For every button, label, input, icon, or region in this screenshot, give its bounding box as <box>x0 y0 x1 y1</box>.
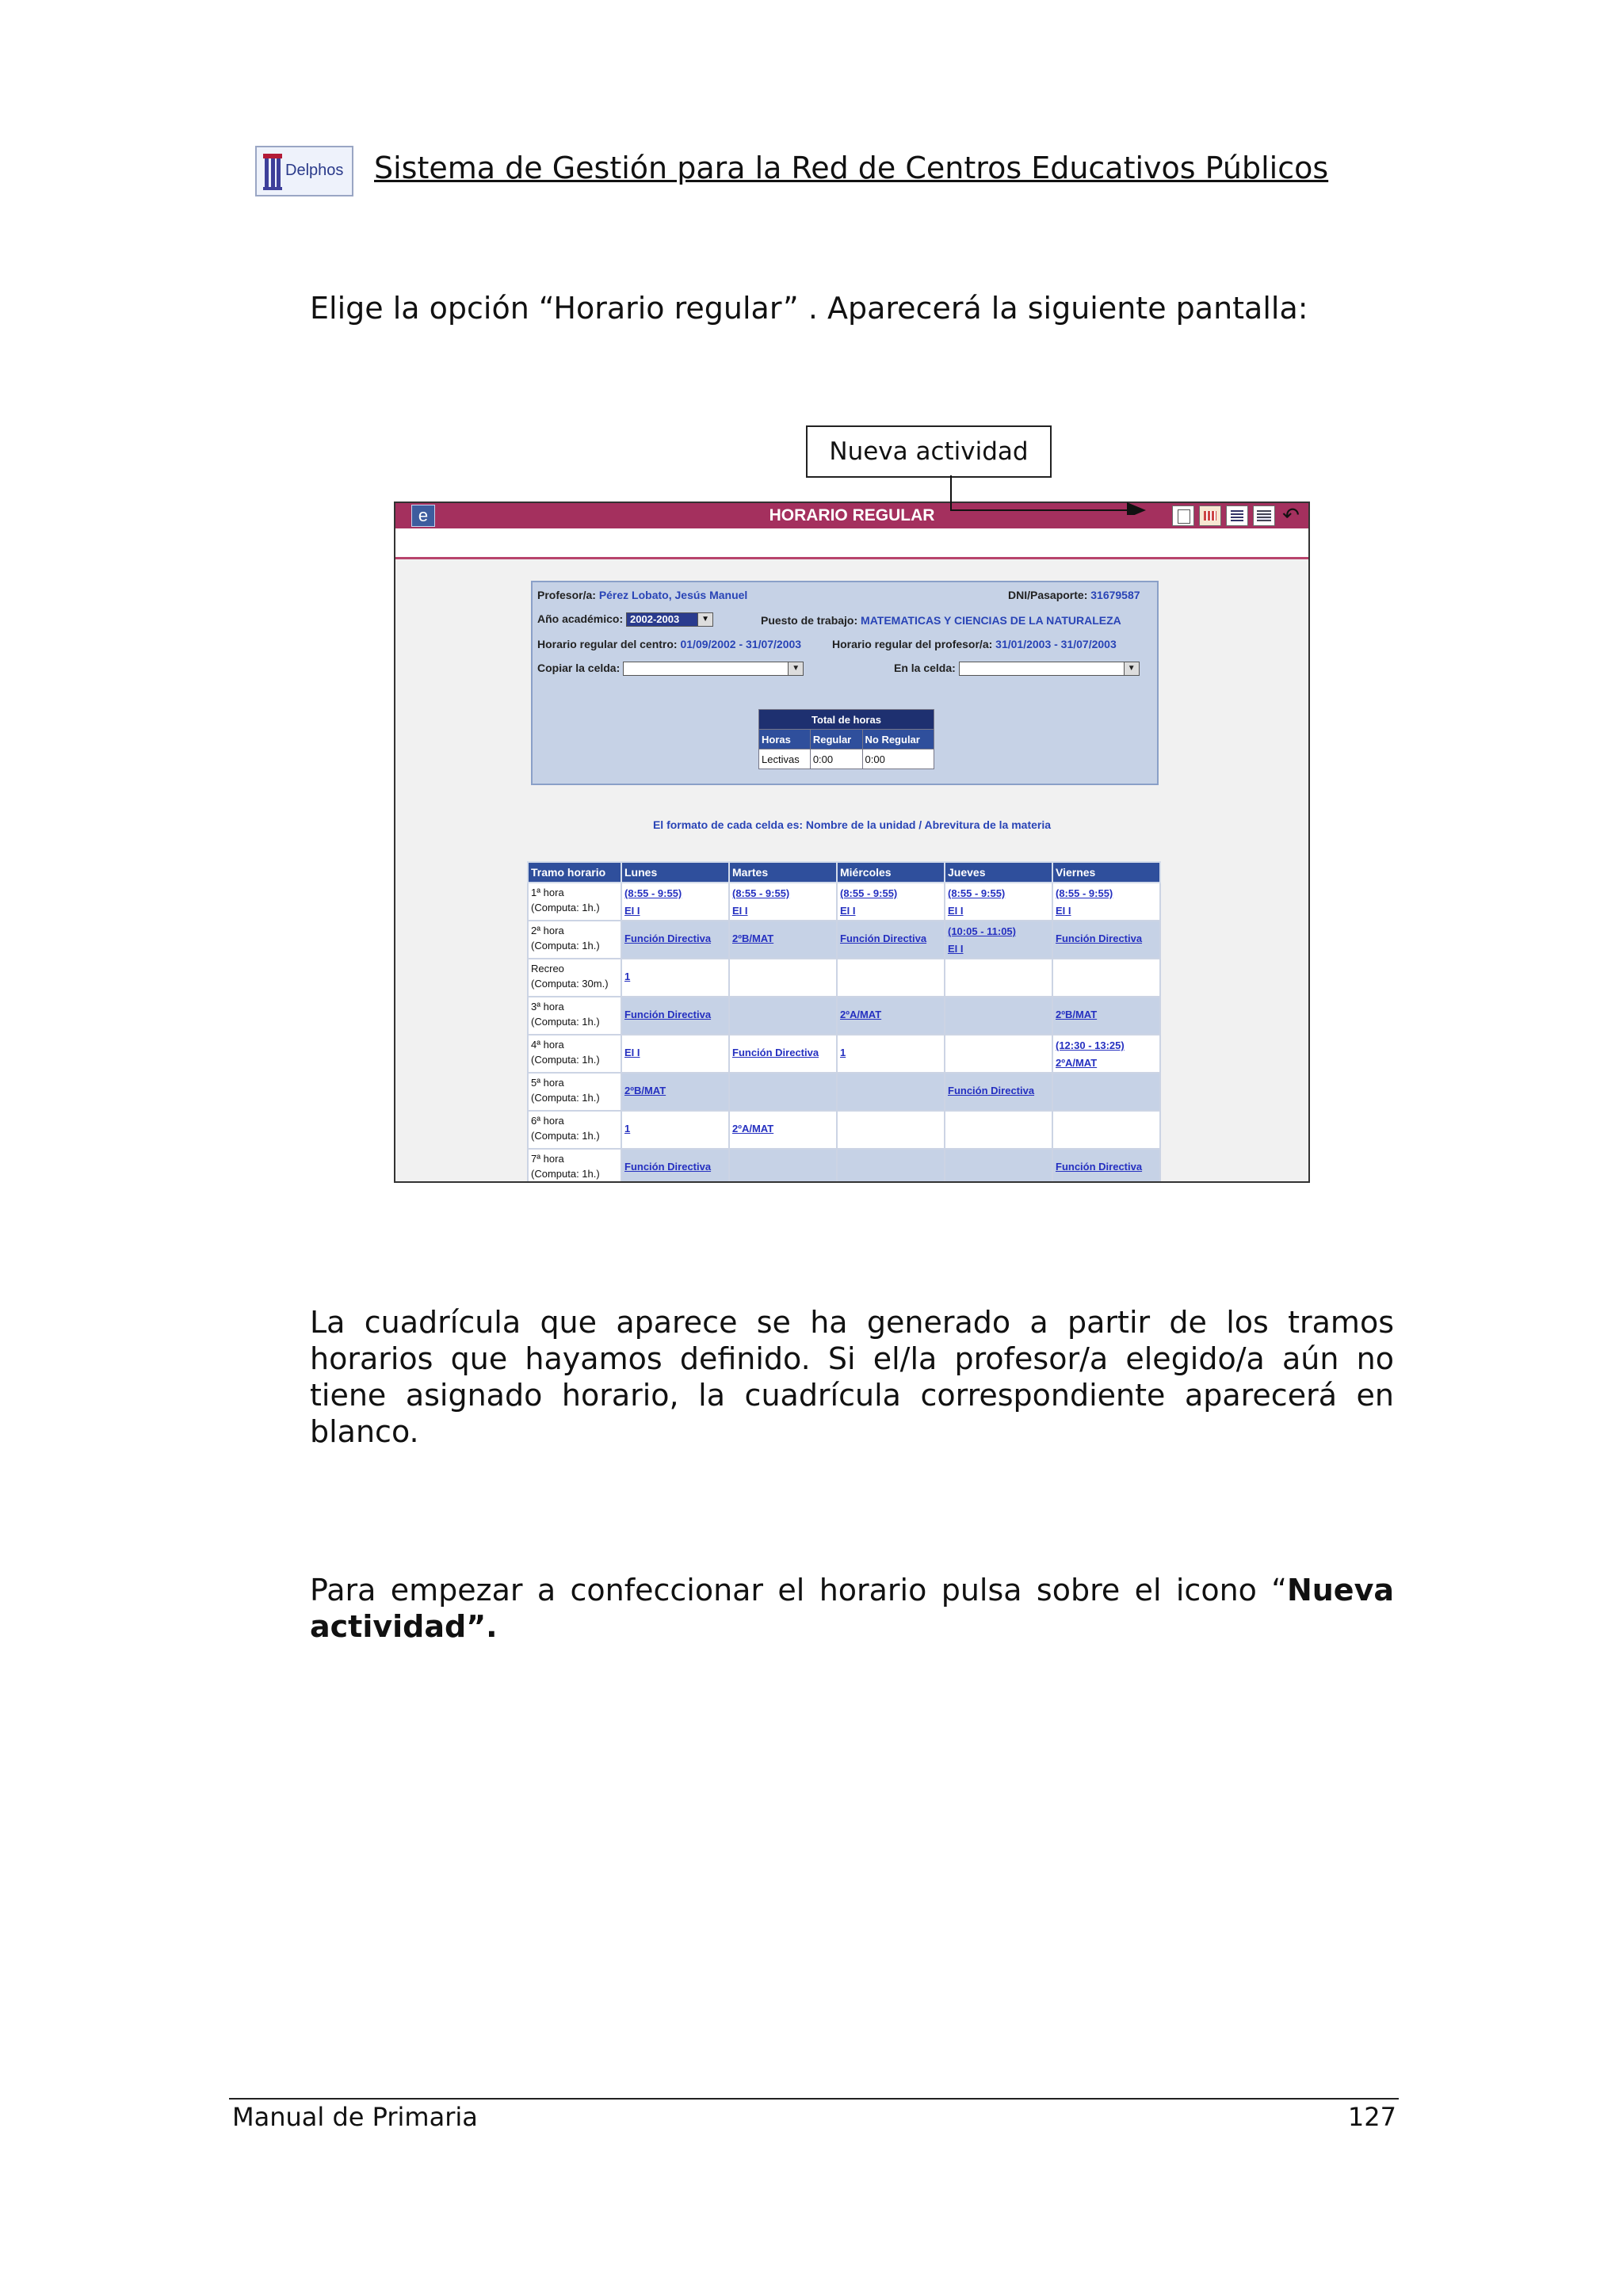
schedule-link[interactable]: EI I <box>948 943 964 955</box>
totals-header: Horas <box>759 730 811 749</box>
schedule-link[interactable]: (8:55 - 9:55) <box>624 887 682 899</box>
puesto-label: Puesto de trabajo: <box>761 614 858 627</box>
schedule-cell[interactable] <box>621 1111 729 1149</box>
dni-value: 31679587 <box>1090 589 1140 601</box>
schedule-cell[interactable] <box>837 1035 945 1073</box>
schedule-cell[interactable] <box>945 1035 1052 1073</box>
schedule-header: Miércoles <box>837 862 945 883</box>
tramo-name: 4ª hora <box>531 1039 564 1051</box>
anio-academico-select[interactable]: 2002-2003 ▼ <box>626 612 713 627</box>
edit-icon[interactable] <box>1226 505 1248 526</box>
schedule-cell[interactable] <box>729 1149 837 1183</box>
totals-header: Regular <box>810 730 862 749</box>
copiar-celda-label: Copiar la celda: <box>537 662 621 674</box>
table-row <box>528 997 1160 1035</box>
tramo-computa: (Computa: 1h.) <box>531 1130 600 1142</box>
schedule-link[interactable]: 1 <box>840 1047 846 1058</box>
tramo-name: 6ª hora <box>531 1115 564 1127</box>
copiar-celda-select[interactable] <box>623 662 804 676</box>
tramo-computa: (Computa: 1h.) <box>531 902 600 913</box>
profesor-label: Profesor/a: <box>537 589 596 601</box>
anio-label: Año académico: <box>537 612 624 625</box>
table-row <box>528 1035 1160 1073</box>
footer-manual-title: Manual de Primaria <box>232 2102 478 2132</box>
chevron-down-icon: ▼ <box>788 662 803 675</box>
horario-profesor-value: 31/01/2003 - 31/07/2003 <box>995 638 1117 650</box>
toolbar-spacer <box>395 528 1308 557</box>
tramo-computa: (Computa: 30m.) <box>531 978 609 990</box>
schedule-cell[interactable] <box>1052 1035 1160 1073</box>
tramo-cell <box>528 959 621 997</box>
schedule-header: Tramo horario <box>528 862 621 883</box>
tramo-name: 5ª hora <box>531 1077 564 1089</box>
schedule-cell[interactable] <box>621 1073 729 1111</box>
dni-label: DNI/Pasaporte: <box>1008 589 1088 601</box>
tramo-computa: (Computa: 1h.) <box>531 1092 600 1104</box>
tramo-name: 3ª hora <box>531 1001 564 1013</box>
schedule-link[interactable]: EI I <box>948 905 964 917</box>
schedule-link[interactable]: (10:05 - 11:05) <box>948 925 1016 937</box>
totals-cell: 0:00 <box>810 749 862 769</box>
paragraph-bold-text: Nueva actividad”. <box>310 1573 1394 1644</box>
table-row <box>528 1111 1160 1149</box>
schedule-link[interactable]: Función Directiva <box>732 1047 819 1058</box>
schedule-table <box>527 861 1161 1183</box>
tramo-cell <box>528 1035 621 1073</box>
tramo-cell <box>528 1149 621 1183</box>
en-celda-select[interactable] <box>959 662 1140 676</box>
table-row <box>528 1073 1160 1111</box>
horario-centro-label: Horario regular del centro: <box>537 638 678 650</box>
schedule-link[interactable]: (8:55 - 9:55) <box>948 887 1006 899</box>
schedule-cell[interactable] <box>945 1111 1052 1149</box>
schedule-cell[interactable] <box>837 921 945 959</box>
format-note: El formato de cada celda es: Nombre de la unidad / Abrevitura de la materia <box>652 818 1052 831</box>
window-titlebar <box>395 503 1308 528</box>
schedule-cell[interactable] <box>729 997 837 1035</box>
schedule-cell[interactable] <box>729 1111 837 1149</box>
schedule-link[interactable]: 1 <box>624 1123 631 1135</box>
table-row <box>528 959 1160 997</box>
explorer-e-icon: e <box>411 505 435 527</box>
divider <box>395 557 1308 559</box>
back-arrow-icon[interactable]: ↶ <box>1282 503 1300 527</box>
list-icon[interactable] <box>1253 505 1275 526</box>
new-document-icon[interactable] <box>1172 505 1194 526</box>
schedule-cell[interactable] <box>837 1073 945 1111</box>
schedule-cell[interactable] <box>621 1035 729 1073</box>
schedule-link[interactable]: (8:55 - 9:55) <box>840 887 898 899</box>
schedule-link[interactable]: 2ºA/MAT <box>1056 1057 1098 1069</box>
schedule-cell[interactable] <box>1052 1111 1160 1149</box>
schedule-cell[interactable] <box>621 1149 729 1183</box>
calendar-icon[interactable] <box>1199 505 1221 526</box>
tramo-computa: (Computa: 1h.) <box>531 940 600 952</box>
schedule-link[interactable]: 2ºA/MAT <box>840 1009 882 1020</box>
intro-paragraph: Elige la opción “Horario regular” . Aparecerá la siguiente pantalla: <box>310 291 1308 326</box>
schedule-link[interactable]: 2ºB/MAT <box>624 1085 666 1097</box>
schedule-link[interactable]: (12:30 - 13:25) <box>1056 1039 1125 1051</box>
schedule-cell[interactable] <box>1052 1073 1160 1111</box>
tramo-name: Recreo <box>531 963 564 974</box>
schedule-link[interactable]: Función Directiva <box>624 933 712 944</box>
schedule-cell[interactable] <box>945 1149 1052 1183</box>
tramo-name: 7ª hora <box>531 1153 564 1165</box>
chevron-down-icon: ▼ <box>1124 662 1139 675</box>
paragraph-text: Para empezar a confeccionar el horario pulsa sobre el icono “ <box>310 1573 1287 1608</box>
total-horas-title: Total de horas <box>759 710 934 730</box>
schedule-link[interactable]: (8:55 - 9:55) <box>1056 887 1113 899</box>
totals-cell: Lectivas <box>759 749 811 769</box>
callout-arrow <box>943 475 1149 515</box>
schedule-link[interactable]: EI I <box>624 1047 640 1058</box>
schedule-cell[interactable] <box>945 1073 1052 1111</box>
tramo-cell <box>528 997 621 1035</box>
document-header-title: Sistema de Gestión para la Red de Centros Educativos Públicos <box>374 151 1329 185</box>
tramo-computa: (Computa: 1h.) <box>531 1054 600 1066</box>
schedule-link[interactable]: Función Directiva <box>840 933 927 944</box>
delphos-logo <box>255 146 353 196</box>
schedule-link[interactable]: EI I <box>840 905 856 917</box>
schedule-link[interactable]: EI I <box>732 905 748 917</box>
tramo-cell <box>528 883 621 921</box>
schedule-header: Martes <box>729 862 837 883</box>
schedule-link[interactable]: EI I <box>624 905 640 917</box>
footer-rule <box>229 2098 1399 2100</box>
schedule-link[interactable]: Función Directiva <box>1056 1161 1143 1173</box>
table-row <box>528 883 1160 921</box>
schedule-cell[interactable] <box>945 883 1052 921</box>
schedule-cell[interactable] <box>1052 883 1160 921</box>
puesto-value: MATEMATICAS Y CIENCIAS DE LA NATURALEZA <box>861 614 1121 627</box>
tramo-cell <box>528 921 621 959</box>
schedule-cell[interactable] <box>1052 921 1160 959</box>
window-title: HORARIO REGULAR <box>769 506 935 524</box>
page-number: 127 <box>1347 2102 1396 2132</box>
horario-centro-value: 01/09/2002 - 31/07/2003 <box>680 638 802 650</box>
table-row <box>528 1149 1160 1183</box>
tramo-name: 1ª hora <box>531 887 564 898</box>
tramo-cell <box>528 1073 621 1111</box>
schedule-link[interactable]: 2ºB/MAT <box>732 933 774 944</box>
schedule-link[interactable]: Función Directiva <box>948 1085 1035 1097</box>
schedule-cell[interactable] <box>837 883 945 921</box>
chevron-down-icon: ▼ <box>697 613 712 626</box>
schedule-cell[interactable] <box>1052 959 1160 997</box>
schedule-cell[interactable] <box>729 1073 837 1111</box>
schedule-cell[interactable] <box>729 921 837 959</box>
schedule-cell[interactable] <box>837 1111 945 1149</box>
schedule-link[interactable]: Función Directiva <box>624 1161 712 1173</box>
schedule-cell[interactable] <box>837 959 945 997</box>
total-horas-table <box>758 709 934 769</box>
schedule-header: Lunes <box>621 862 729 883</box>
tramo-computa: (Computa: 1h.) <box>531 1016 600 1028</box>
schedule-header: Viernes <box>1052 862 1160 883</box>
pillar-icon <box>263 154 282 190</box>
schedule-cell[interactable] <box>1052 1149 1160 1183</box>
profesor-value: Pérez Lobato, Jesús Manuel <box>598 589 748 601</box>
en-celda-label: En la celda: <box>894 662 956 674</box>
schedule-cell[interactable] <box>621 959 729 997</box>
schedule-link[interactable]: 2ºA/MAT <box>732 1123 774 1135</box>
schedule-link[interactable]: Función Directiva <box>1056 933 1143 944</box>
schedule-cell[interactable] <box>945 959 1052 997</box>
horario-profesor-label: Horario regular del profesor/a: <box>832 638 993 650</box>
tramo-name: 2ª hora <box>531 925 564 936</box>
schedule-cell[interactable] <box>729 1035 837 1073</box>
schedule-cell[interactable] <box>621 883 729 921</box>
schedule-cell[interactable] <box>945 921 1052 959</box>
paragraph-grid-explanation: La cuadrícula que aparece se ha generado a partir de los tramos horarios que hayamos definido. Si el/la profesor/a elegido/a aún no tiene asignado horario, la cuadrícula correspondiente aparecerá en blanco. <box>310 1305 1394 1449</box>
schedule-cell[interactable] <box>837 997 945 1035</box>
logo-text: Delphos <box>285 162 344 179</box>
paragraph-nueva-actividad <box>310 1572 1394 1645</box>
tramo-cell <box>528 1111 621 1149</box>
schedule-header: Jueves <box>945 862 1052 883</box>
totals-header: No Regular <box>862 730 934 749</box>
schedule-link[interactable]: Función Directiva <box>624 1009 712 1020</box>
schedule-cell[interactable] <box>945 997 1052 1035</box>
schedule-cell[interactable] <box>837 1149 945 1183</box>
nueva-actividad-callout: Nueva actividad <box>806 425 1052 478</box>
schedule-link[interactable]: (8:55 - 9:55) <box>732 887 790 899</box>
totals-cell: 0:00 <box>862 749 934 769</box>
schedule-cell[interactable] <box>1052 997 1160 1035</box>
schedule-link[interactable]: EI I <box>1056 905 1071 917</box>
schedule-cell[interactable] <box>621 997 729 1035</box>
schedule-cell[interactable] <box>729 883 837 921</box>
schedule-cell[interactable] <box>621 921 729 959</box>
schedule-link[interactable]: 1 <box>624 971 631 982</box>
teacher-info-panel <box>531 581 1159 785</box>
horario-regular-screenshot <box>394 502 1310 1183</box>
tramo-computa: (Computa: 1h.) <box>531 1168 600 1180</box>
schedule-cell[interactable] <box>729 959 837 997</box>
table-row <box>528 921 1160 959</box>
schedule-link[interactable]: 2ºB/MAT <box>1056 1009 1098 1020</box>
